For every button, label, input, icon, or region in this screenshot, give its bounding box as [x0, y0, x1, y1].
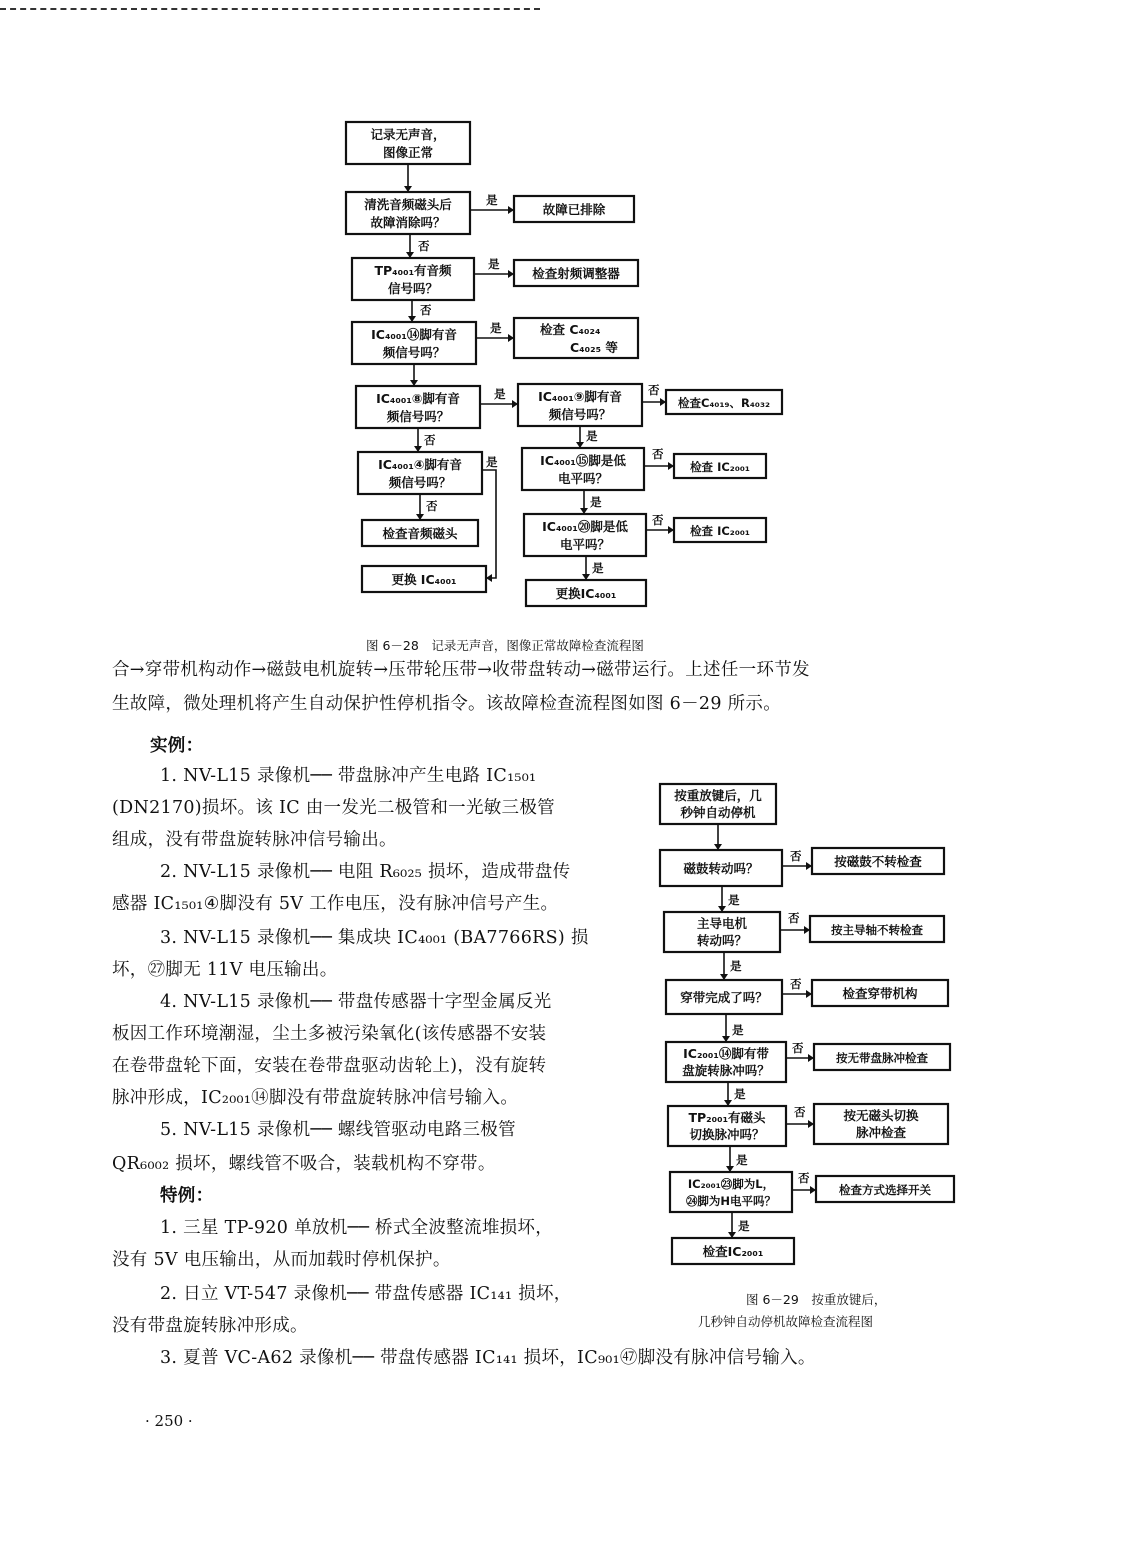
fc1-yes-3: 是	[490, 321, 502, 335]
fc2-no-3: 否	[790, 977, 802, 991]
fc1-ic2001-a-text: 检查 IC₂₀₀₁	[690, 460, 750, 474]
fc2-mode-check-text: 检查方式选择开关	[839, 1183, 931, 1197]
fc1-tp4001-line1: TP₄₀₀₁有音频	[374, 263, 452, 278]
example-4-line4: 脉冲形成，IC₂₀₀₁⑭脚没有带盘旋转脉冲信号输入。	[112, 1088, 519, 1108]
fc2-ic14-line1: IC₂₀₀₁⑭脚有带	[683, 1046, 769, 1061]
fc1-c4024-line1: 检查 C₄₀₂₄	[540, 322, 601, 337]
fc1-ic9-line1: IC₄₀₀₁⑨脚有音	[538, 389, 622, 404]
fc1-no-2: 否	[420, 303, 432, 317]
fc1-no-7: 否	[652, 513, 664, 527]
special-2-line2: 没有带盘旋转脉冲形成。	[112, 1316, 308, 1336]
fc1-start-line1: 记录无声音，	[370, 127, 446, 142]
fc2-no-6: 否	[798, 1171, 810, 1185]
page-number: · 250 ·	[145, 1412, 193, 1430]
example-4-line1: 4. NV-L15 录像机── 带盘传感器十字型金属反光	[160, 992, 552, 1012]
fc2-drum-text: 磁鼓转动吗？	[683, 861, 759, 876]
fc2-capstan-check-text: 按主导轴不转检查	[831, 923, 923, 937]
example-5-line2: QR₆₀₀₂ 损坏，螺线管不吸合，装载机构不穿带。	[112, 1154, 496, 1174]
fc1-no-1: 否	[418, 239, 430, 253]
fc1-yes-5: 是	[586, 429, 598, 443]
figure-6-29-caption-line1: 图 6－29 按重放键后，	[746, 1292, 887, 1307]
fc1-ic14-line2: 频信号吗？	[382, 345, 446, 360]
body-line-1: 合→穿带机构动作→磁鼓电机旋转→压带轮压带→收带盘转动→磁带运行。上述任一环节发	[112, 660, 810, 680]
example-2-line2: 感器 IC₁₅₀₁④脚没有 5V 工作电压，没有脉冲信号产生。	[112, 894, 559, 914]
fc2-yes-6: 是	[738, 1219, 750, 1233]
example-5-line1: 5. NV-L15 录像机── 螺线管驱动电路三极管	[160, 1120, 516, 1140]
fc1-ic4-line1: IC₄₀₀₁④脚有音	[378, 457, 462, 472]
fc2-no-4: 否	[792, 1041, 804, 1055]
fc1-yes-8: 是	[592, 561, 604, 575]
fc2-ic14-line2: 盘旋转脉冲吗？	[682, 1063, 770, 1078]
example-2-line1: 2. NV-L15 录像机── 电阻 R₆₀₂₅ 损坏，造成带盘传	[160, 862, 571, 882]
figure-6-29-caption-line2: 几秒钟自动停机故障检查流程图	[698, 1314, 874, 1329]
fc2-yes-4: 是	[734, 1087, 746, 1101]
fc2-start-line2: 秒钟自动停机	[680, 805, 756, 820]
fc2-no-2: 否	[788, 911, 800, 925]
special-1-line2: 没有 5V 电压输出，从而加载时停机保护。	[112, 1250, 451, 1270]
fc2-thread-check-text: 检查穿带机构	[842, 986, 918, 1001]
fc1-no-5: 否	[652, 447, 664, 461]
fc1-no-3: 否	[648, 383, 660, 397]
fc1-clean-line2: 故障消除吗？	[370, 215, 446, 230]
fc1-yes-2: 是	[488, 257, 500, 271]
fc1-c4024-line2: C₄₀₂₅ 等	[570, 340, 618, 355]
fc1-ic2001-b-text: 检查 IC₂₀₀₁	[690, 524, 750, 538]
fc2-yes-3: 是	[732, 1023, 744, 1037]
fc1-yes-1: 是	[486, 193, 498, 207]
example-1-line2: (DN2170)损坏。该 IC 由一发光二极管和一光敏三极管	[112, 798, 555, 818]
fc1-ic15-line1: IC₄₀₀₁⑮脚是低	[540, 453, 626, 468]
fc2-no-1: 否	[790, 849, 802, 863]
fc2-capstan-line1: 主导电机	[696, 916, 748, 931]
fc1-clean-line1: 清洗音频磁头后	[364, 197, 452, 212]
figure-6-28-caption: 图 6－28 记录无声音，图像正常故障检查流程图	[366, 638, 644, 653]
heading-special-examples: 特例：	[160, 1186, 214, 1206]
fc1-ic4-line2: 频信号吗？	[388, 475, 452, 490]
fc1-no-6: 否	[426, 499, 438, 513]
fc1-ic15-line2: 电平吗？	[557, 471, 609, 486]
example-3-line2: 坏，㉗脚无 11V 电压输出。	[112, 960, 338, 980]
fc2-no-5: 否	[794, 1105, 806, 1119]
fc1-ic14-line1: IC₄₀₀₁⑭脚有音	[371, 327, 457, 342]
example-1-line3: 组成，没有带盘旋转脉冲信号输出。	[112, 830, 397, 850]
fc1-head-text: 检查音频磁头	[382, 526, 458, 541]
fc1-rf-text: 检查射频调整器	[532, 266, 620, 281]
fc1-ic9-line2: 频信号吗？	[548, 407, 612, 422]
fc1-tp4001-line2: 信号吗？	[387, 281, 439, 296]
example-4-line3: 在卷带盘轮下面，安装在卷带盘驱动齿轮上)，没有旋转	[112, 1056, 547, 1076]
fc1-ic8-line1: IC₄₀₀₁⑧脚有音	[376, 391, 460, 406]
fc2-tp2001-check-line1: 按无磁头切换	[843, 1108, 919, 1123]
fc2-yes-5: 是	[736, 1153, 748, 1167]
fc1-yes-4: 是	[494, 387, 506, 401]
fc2-ic14-check-text: 按无带盘脉冲检查	[836, 1051, 928, 1065]
example-1-line1: 1. NV-L15 录像机── 带盘脉冲产生电路 IC₁₅₀₁	[160, 766, 537, 786]
special-3-line1: 3. 夏普 VC-A62 录像机── 带盘传感器 IC₁₄₁ 损坏，IC₉₀₁㊼脚没有脉冲信号输入。	[160, 1348, 816, 1368]
special-2-line1: 2. 日立 VT-547 录像机── 带盘传感器 IC₁₄₁ 损坏，	[160, 1284, 572, 1304]
fc1-yes-7: 是	[590, 495, 602, 509]
fc2-start-line1: 按重放键后，几	[674, 788, 762, 803]
fc2-ic23-line1: IC₂₀₀₁㉓脚为L，	[687, 1177, 775, 1191]
fc2-drum-check-text: 按磁鼓不转检查	[834, 854, 922, 869]
fc2-tp2001-line2: 切换脉冲吗？	[689, 1127, 765, 1142]
fc2-ic23-line2: ㉔脚为H电平吗？	[685, 1194, 777, 1208]
fc1-start-line2: 图像正常	[382, 145, 434, 160]
fc2-tp2001-line1: TP₂₀₀₁有磁头	[688, 1110, 766, 1125]
heading-examples: 实例：	[150, 736, 204, 756]
fc1-replace-a-text: 更换 IC₄₀₀₁	[391, 572, 457, 587]
example-3-line1: 3. NV-L15 录像机── 集成块 IC₄₀₀₁ (BA7766RS) 损	[160, 928, 589, 948]
fc2-yes-1: 是	[728, 893, 740, 907]
fc1-replace-b-text: 更换IC₄₀₀₁	[555, 586, 617, 601]
fc2-thread-text: 穿带完成了吗？	[680, 990, 768, 1005]
fc1-c4019-text: 检查C₄₀₁₉、R₄₀₃₂	[677, 396, 771, 410]
fc1-ic20-line1: IC₄₀₀₁⑳脚是低	[542, 519, 628, 534]
fc2-yes-2: 是	[730, 959, 742, 973]
fc1-no-4: 否	[424, 433, 436, 447]
special-1-line1: 1. 三星 TP-920 单放机── 桥式全波整流堆损坏，	[160, 1218, 554, 1238]
body-line-2: 生故障，微处理机将产生自动保护性停机指令。该故障检查流程图如图 6－29 所示。	[112, 694, 782, 714]
fc1-yes-6: 是	[486, 455, 498, 469]
fc2-ic2001-text: 检查IC₂₀₀₁	[702, 1244, 764, 1259]
fc2-tp2001-check-line2: 脉冲检查	[855, 1125, 907, 1140]
example-4-line2: 板因工作环境潮湿，尘土多被污染氧化(该传感器不安装	[112, 1024, 547, 1044]
fc1-ic8-line2: 频信号吗？	[386, 409, 450, 424]
fc2-capstan-line2: 转动吗？	[696, 933, 748, 948]
fc1-fixed-text: 故障已排除	[542, 202, 606, 217]
fc1-ic20-line2: 电平吗？	[559, 537, 611, 552]
